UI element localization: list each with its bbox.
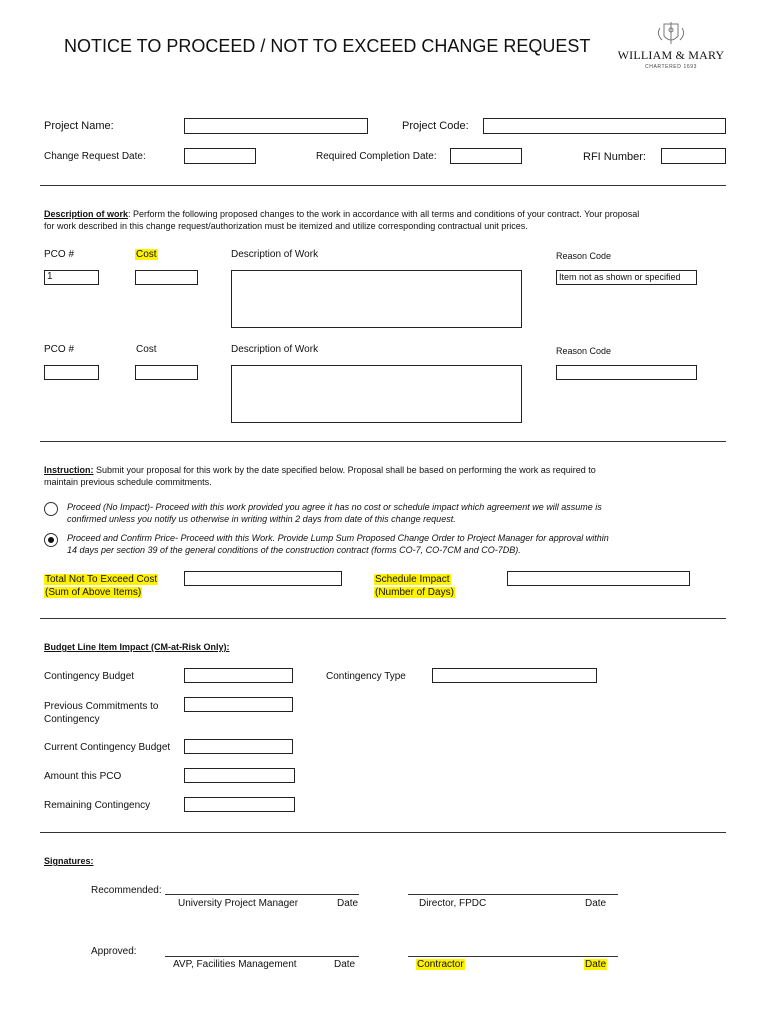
description-of-work-field[interactable] bbox=[231, 365, 522, 423]
contingency-budget-label: Contingency Budget bbox=[44, 671, 135, 682]
amount-this-pco-label: Amount this PCO bbox=[44, 771, 122, 782]
reason-code-select[interactable] bbox=[556, 270, 697, 285]
logo-tagline: CHARTERED 1693 bbox=[645, 64, 697, 70]
reason-code-label: Reason Code bbox=[556, 251, 612, 261]
page-title: NOTICE TO PROCEED / NOT TO EXCEED CHANGE REQUEST bbox=[64, 36, 591, 56]
project-name-field[interactable] bbox=[184, 118, 368, 134]
total-nte-line1: Total Not To Exceed Cost bbox=[45, 574, 158, 585]
contingency-type-label: Contingency Type bbox=[326, 671, 406, 682]
project-code-field[interactable] bbox=[483, 118, 726, 134]
required-completion-date-label: Required Completion Date: bbox=[316, 151, 437, 162]
current-contingency-label: Current Contingency Budget bbox=[44, 742, 171, 753]
required-completion-date-field[interactable] bbox=[450, 148, 522, 164]
divider bbox=[40, 441, 726, 442]
option-proceed-no-impact bbox=[67, 501, 727, 525]
reason-code-label: Reason Code bbox=[556, 346, 612, 356]
description-of-work-label: Description of Work bbox=[231, 344, 319, 355]
date-caption: Date bbox=[585, 898, 607, 909]
cost-label bbox=[135, 249, 158, 260]
option-proceed-confirm-price bbox=[67, 532, 727, 556]
amount-this-pco-field[interactable] bbox=[184, 768, 295, 783]
director-caption: Director, FPDC bbox=[419, 898, 487, 909]
divider bbox=[40, 832, 726, 833]
cost-field[interactable] bbox=[135, 365, 198, 380]
description-line2: for work described in this change request/authorization must be itemized and utilize corresponding contractual unit prices. bbox=[44, 221, 528, 231]
description-of-work-label: Description of Work bbox=[231, 249, 319, 260]
divider bbox=[40, 185, 726, 186]
divider bbox=[40, 618, 726, 619]
logo bbox=[612, 20, 730, 76]
schedule-impact-label bbox=[374, 573, 455, 599]
instruction-text bbox=[44, 464, 724, 488]
reason-code-select[interactable] bbox=[556, 365, 697, 380]
university-pm-caption: University Project Manager bbox=[178, 898, 299, 909]
option1-line2: confirmed unless you notify us otherwise in writing within 2 days from date of this change request. bbox=[67, 514, 456, 524]
change-request-date-label: Change Request Date: bbox=[44, 151, 146, 162]
radio-selected-dot bbox=[48, 537, 54, 543]
pco-number-field[interactable] bbox=[44, 365, 99, 380]
contractor-caption bbox=[416, 959, 465, 970]
cost-label-text: Cost bbox=[136, 249, 157, 260]
pco-number-field[interactable] bbox=[44, 270, 99, 285]
crest-icon bbox=[612, 20, 730, 50]
total-nte-line2: (Sum of Above Items) bbox=[45, 587, 142, 598]
rfi-number-label: RFI Number: bbox=[583, 151, 646, 163]
logo-wordmark: WILLIAM & MARY bbox=[617, 48, 725, 62]
pco-label: PCO # bbox=[44, 249, 75, 260]
project-code-label: Project Code: bbox=[402, 120, 469, 132]
description-text bbox=[44, 208, 724, 232]
description-of-work-field[interactable] bbox=[231, 270, 522, 328]
date-caption bbox=[584, 959, 607, 970]
option2-line2: 14 days per section 39 of the general conditions of the construction contract (forms CO-7, CO-7CM and CO-7DB). bbox=[67, 545, 521, 555]
contractor-date-caption-text: Date bbox=[585, 959, 607, 970]
reason-code-value: Item not as shown or specified bbox=[559, 272, 681, 282]
total-nte-field[interactable] bbox=[184, 571, 342, 586]
signature-line-university-pm[interactable] bbox=[165, 894, 359, 895]
date-caption: Date bbox=[334, 959, 356, 970]
current-contingency-field[interactable] bbox=[184, 739, 293, 754]
instruction-line1: Submit your proposal for this work by the date specified below. Proposal shall be based on performing the work as required to bbox=[93, 465, 596, 475]
contractor-caption-text: Contractor bbox=[417, 959, 464, 970]
option2-line1: Proceed and Confirm Price- Proceed with this Work. Provide Lump Sum Proposed Change Order to Project Manager for approval within bbox=[67, 533, 609, 543]
previous-commitments-line1: Previous Commitments to bbox=[44, 701, 159, 712]
change-request-date-field[interactable] bbox=[184, 148, 256, 164]
signature-line-director[interactable] bbox=[408, 894, 618, 895]
description-heading: Description of work bbox=[44, 209, 129, 219]
instruction-heading: Instruction: bbox=[44, 465, 94, 475]
pco-label: PCO # bbox=[44, 344, 75, 355]
remaining-contingency-label: Remaining Contingency bbox=[44, 800, 151, 811]
description-line1: : Perform the following proposed changes to the work in accordance with all terms and conditions of your contract. Your proposal bbox=[128, 209, 640, 219]
recommended-label: Recommended: bbox=[91, 885, 162, 896]
date-caption: Date bbox=[337, 898, 359, 909]
total-nte-label bbox=[44, 573, 158, 599]
rfi-number-field[interactable] bbox=[661, 148, 726, 164]
signature-line-contractor[interactable] bbox=[408, 956, 618, 957]
instruction-line2: maintain previous schedule commitments. bbox=[44, 477, 212, 487]
contingency-budget-field[interactable] bbox=[184, 668, 293, 683]
schedule-impact-line1: Schedule Impact bbox=[375, 574, 450, 585]
schedule-impact-field[interactable] bbox=[507, 571, 690, 586]
option1-line1: Proceed (No Impact)- Proceed with this work provided you agree it has no cost or schedule impact which agreement we will assume is bbox=[67, 502, 602, 512]
radio-proceed-no-impact[interactable] bbox=[44, 502, 58, 516]
cost-label: Cost bbox=[136, 344, 157, 355]
cost-field[interactable] bbox=[135, 270, 198, 285]
previous-commitments-label bbox=[44, 700, 158, 726]
contingency-type-field[interactable] bbox=[432, 668, 597, 683]
approved-label: Approved: bbox=[91, 946, 137, 957]
budget-heading: Budget Line Item Impact (CM-at-Risk Only): bbox=[44, 642, 230, 652]
schedule-impact-line2: (Number of Days) bbox=[375, 587, 454, 598]
previous-commitments-field[interactable] bbox=[184, 697, 293, 712]
pco-number-value: 1 bbox=[47, 271, 53, 282]
remaining-contingency-field[interactable] bbox=[184, 797, 295, 812]
project-name-label: Project Name: bbox=[44, 120, 114, 132]
signature-line-avp[interactable] bbox=[165, 956, 359, 957]
signatures-heading: Signatures: bbox=[44, 856, 94, 866]
radio-proceed-confirm-price[interactable] bbox=[44, 533, 58, 547]
previous-commitments-line2: Contingency bbox=[44, 714, 100, 725]
avp-caption: AVP, Facilities Management bbox=[173, 959, 297, 970]
